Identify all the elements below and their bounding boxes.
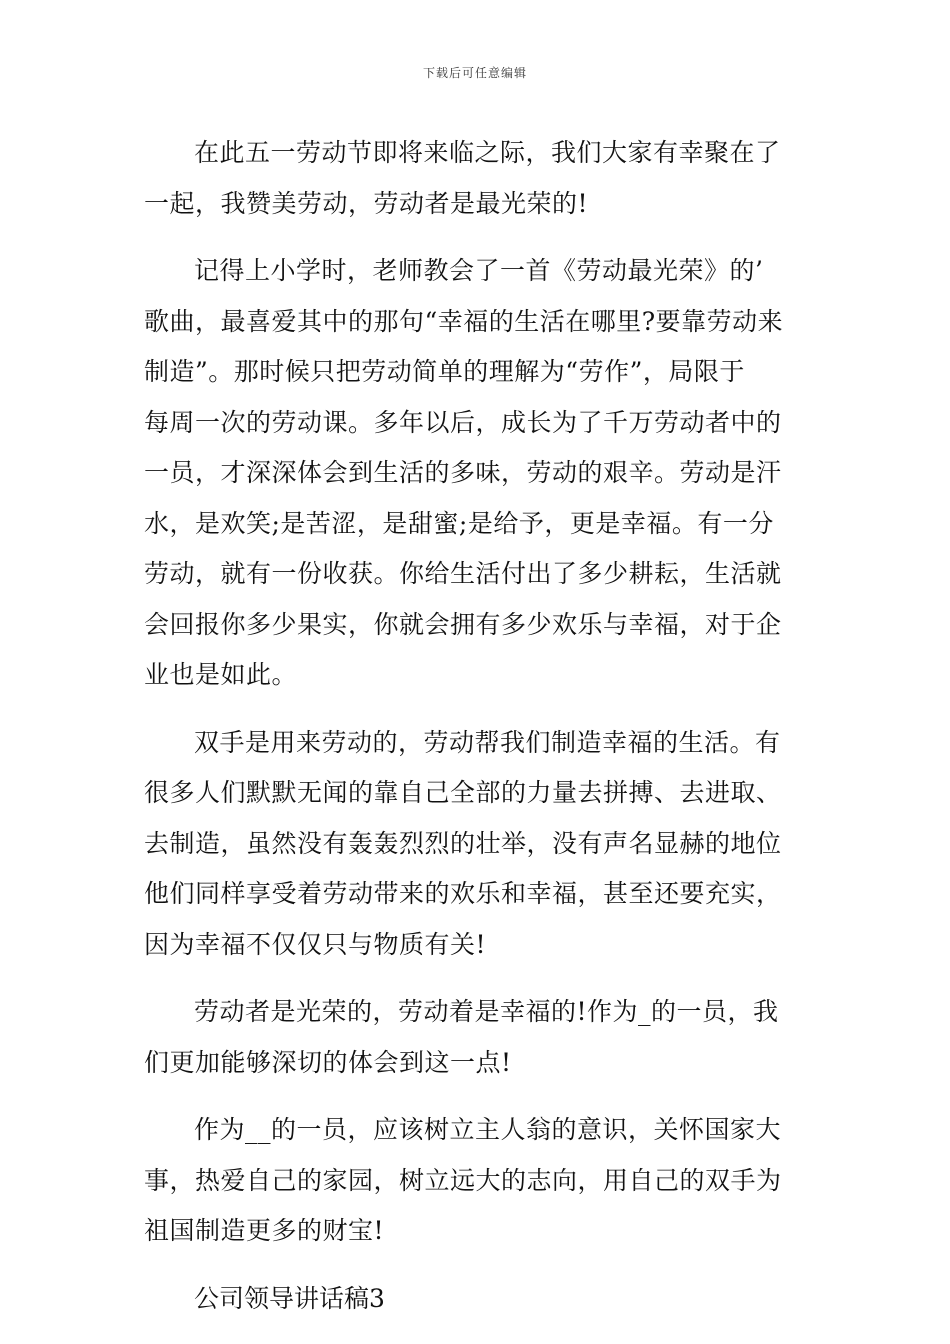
paragraph-line: 因为幸福不仅仅只与物质有关! [144,929,487,959]
paragraph-line: 事，热爱自己的家园，树立远大的志向，用自己的双手为 [144,1165,782,1195]
paragraph-line: 在此五一劳动节即将来临之际，我们大家有幸聚在了 [194,138,781,167]
paragraph-line: 每周一次的劳动课。多年以后，成长为了千万劳动者中的 [144,407,782,437]
paragraph-3 [144,718,806,971]
paragraph-line: 记得上小学时，老师教会了一首《劳动最光荣》的’ [194,256,764,285]
paragraph-line: 一起，我赞美劳动，劳动者是最光荣的! [144,188,589,218]
paragraph-2 [144,246,806,701]
paragraph-line: 歌曲，最喜爱其中的那句“幸福的生活在哪里?要靠劳动来 [144,306,784,336]
paragraph-5 [144,1105,806,1257]
paragraph-4 [144,987,806,1088]
page-header: 下载后可任意编辑 [422,66,527,80]
paragraph-1 [144,128,806,229]
paragraph-line: 一员，才深深体会到生活的多味，劳动的艰辛。劳动是汗 [144,458,782,487]
paragraph-line: 水，是欢笑;是苦涩，是甜蜜;是给予，更是幸福。有一分 [144,508,774,538]
paragraph-line: 祖国制造更多的财宝! [144,1216,385,1245]
paragraph-line: 他们同样享受着劳动带来的欢乐和幸福，甚至还要充实， [144,879,782,908]
section-heading: 公司领导讲话稿3 [194,1283,385,1313]
paragraph-line: 业也是如此。 [144,660,298,689]
paragraph-line: 很多人们默默无闻的靠自己全部的力量去拼搏、去进取、 [144,778,782,807]
document-body [144,128,806,1324]
paragraph-line: 双手是用来劳动的，劳动帮我们制造幸福的生活。有 [194,727,781,757]
paragraph-line: 制造”。那时候只把劳动简单的理解为“劳作”，局限于 [144,357,745,386]
paragraph-line: 去制造，虽然没有轰轰烈烈的壮举，没有声名显赫的地位 [144,828,782,858]
paragraph-line: 会回报你多少果实，你就会拥有多少欢乐与幸福，对于企 [144,609,782,639]
paragraph-line: 劳动者是光荣的，劳动着是幸福的!作为_的一员，我 [194,997,779,1026]
paragraph-line: 作为__的一员，应该树立主人翁的意识，关怀国家大 [194,1115,782,1144]
paragraph-line: 劳动，就有一份收获。你给生活付出了多少耕耘，生活就 [144,559,782,588]
paragraph-line: 们更加能够深切的体会到这一点! [144,1047,512,1077]
